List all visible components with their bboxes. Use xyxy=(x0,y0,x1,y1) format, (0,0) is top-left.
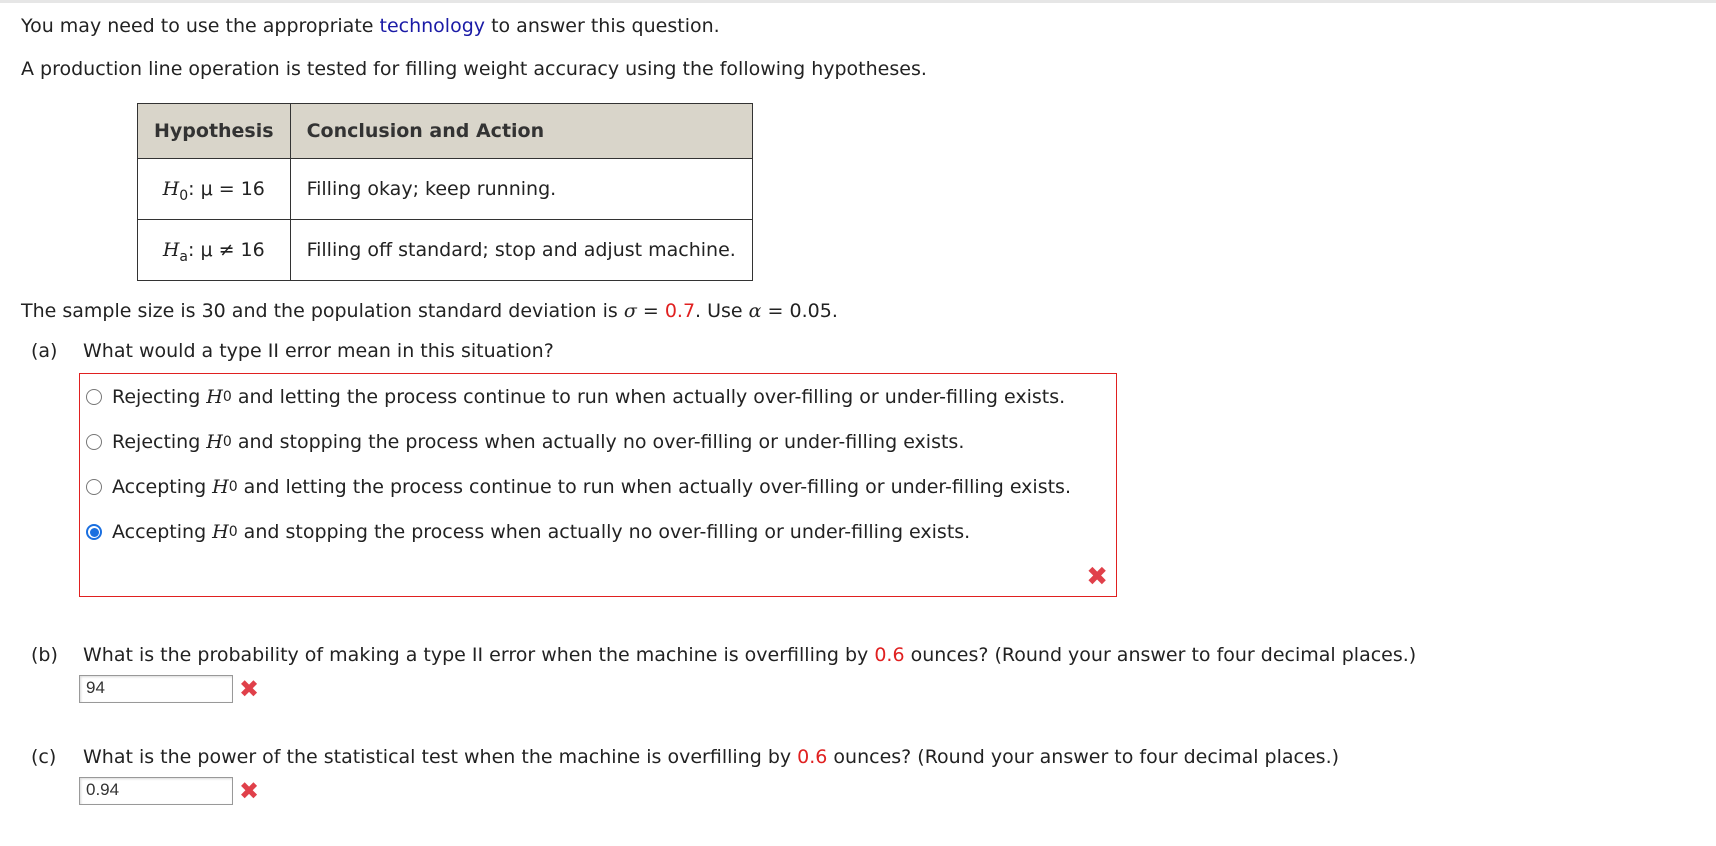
option-accept-stop[interactable]: Accepting H 0 and stopping the process when actually no over-filling or under-filling exists. xyxy=(80,509,1116,554)
intro-line: You may need to use the appropriate technology to answer this question. xyxy=(21,15,720,37)
hypothesis-table xyxy=(137,103,753,281)
option-reject-stop[interactable]: Rejecting H 0 and stopping the process when actually no over-filling or under-filling exists. xyxy=(80,419,1116,464)
part-a-answer-box xyxy=(79,373,1117,597)
table-header-row xyxy=(138,104,753,159)
part-c-question: (c) What is the power of the statistical test when the machine is overfilling by 0.6 ounces? (Round your answer to four decimal places.) xyxy=(21,743,1701,771)
alternative-action: Filling off standard; stop and adjust machine. xyxy=(290,220,752,281)
radio-button[interactable] xyxy=(86,389,102,405)
part-c-answer-input[interactable]: 0.94 xyxy=(79,777,233,805)
overfill-amount: 0.6 xyxy=(797,746,828,768)
incorrect-x-icon: ✖ xyxy=(1086,562,1108,592)
incorrect-x-icon: ✖ xyxy=(239,675,260,703)
header-hypothesis: Hypothesis xyxy=(138,104,291,159)
question-container xyxy=(21,12,1701,805)
part-a-question xyxy=(21,337,1701,365)
table-row xyxy=(138,220,753,281)
header-conclusion: Conclusion and Action xyxy=(290,104,752,159)
overfill-amount: 0.6 xyxy=(874,644,905,666)
sigma-value: 0.7 xyxy=(664,300,696,322)
alternative-hypothesis: $H_a$: μ ≠ 16 xyxy=(138,220,291,281)
radio-button[interactable] xyxy=(86,434,102,450)
part-b-answer-row xyxy=(79,675,1701,703)
part-c-answer-row xyxy=(79,777,1701,805)
part-a-label: (a) xyxy=(31,340,58,362)
part-b-question: (b) What is the probability of making a type II error when the machine is overfilling by 0.6 ounces? (Round your answer to four decimal places.) xyxy=(21,641,1701,669)
option-reject-continue[interactable]: Rejecting H 0 and letting the process continue to run when actually over-filling or under-filling exists. xyxy=(80,374,1116,419)
incorrect-x-icon: ✖ xyxy=(239,777,260,805)
problem-statement: A production line operation is tested for filling weight accuracy using the following hypotheses. xyxy=(21,58,927,80)
radio-button[interactable] xyxy=(86,479,102,495)
technology-link[interactable]: technology xyxy=(379,15,486,37)
part-a-text: What would a type II error mean in this situation? xyxy=(83,340,554,362)
null-action: Filling okay; keep running. xyxy=(290,159,752,220)
sample-info: The sample size is 30 and the population standard deviation is σ = 0.7. Use α = 0.05. xyxy=(21,300,838,322)
part-b-label: (b) xyxy=(31,644,58,666)
top-divider xyxy=(0,0,1716,3)
part-c-label: (c) xyxy=(31,746,57,768)
radio-button-selected[interactable] xyxy=(86,524,102,540)
table-row xyxy=(138,159,753,220)
part-b-answer-input[interactable]: 94 xyxy=(79,675,233,703)
null-hypothesis: $H_0$: μ = 16 xyxy=(138,159,291,220)
option-accept-continue[interactable]: Accepting H 0 and letting the process continue to run when actually over-filling or under-filling exists. xyxy=(80,464,1116,509)
